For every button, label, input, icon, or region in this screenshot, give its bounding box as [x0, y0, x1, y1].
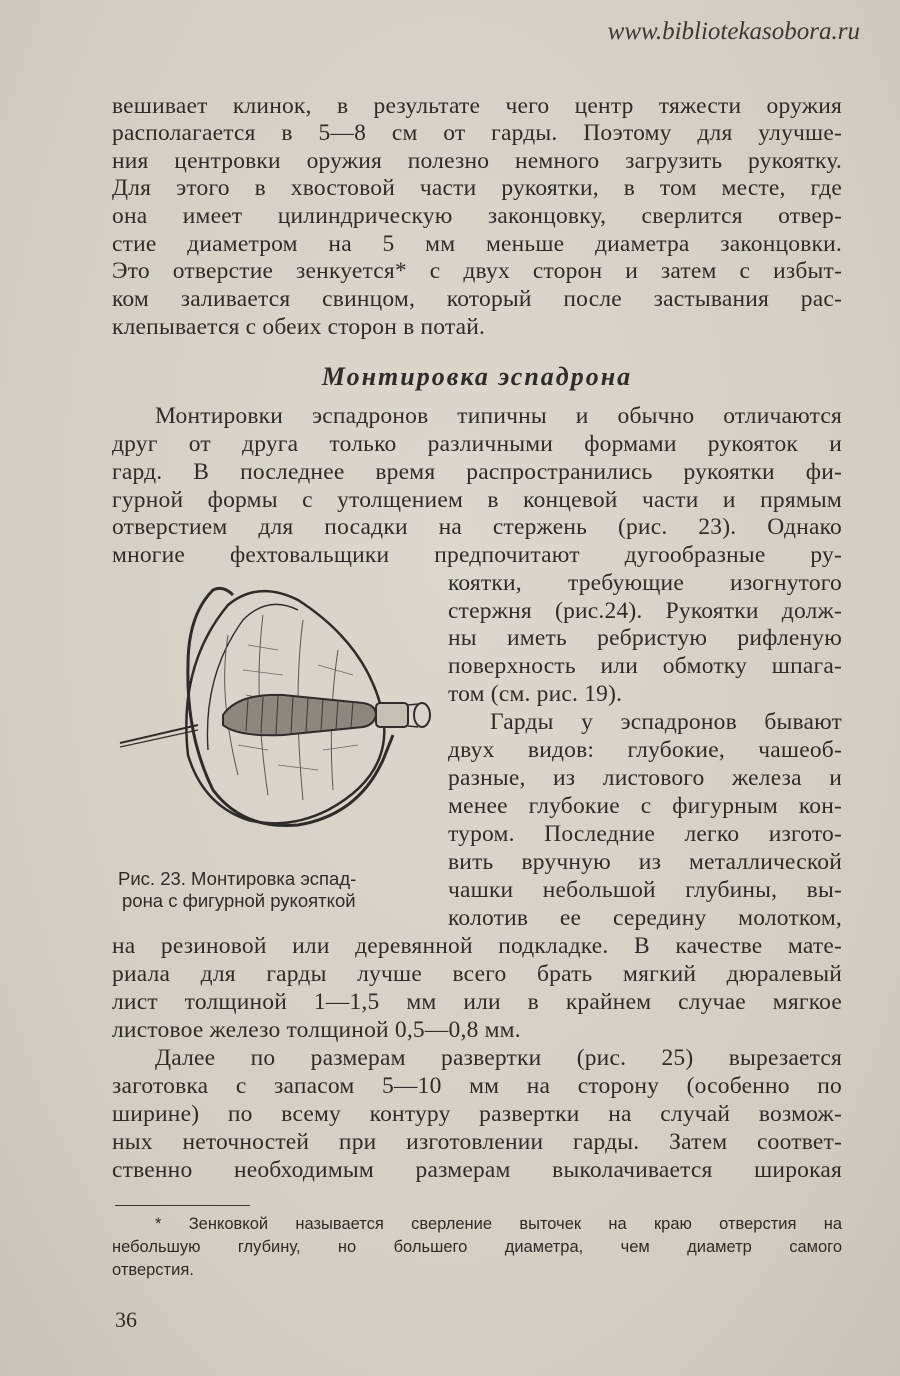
text-line: колотив ее середину молотком, — [448, 905, 842, 931]
text-line: друг от друга только различными формами рукояток и — [112, 431, 842, 457]
text-line: Далее по размерам развертки (рис. 25) вырезается — [155, 1045, 842, 1071]
text-line: ширине) по всему контуру развертки на случай возмож- — [112, 1101, 842, 1127]
caption-line: Рис. 23. Монтировка эспад- — [118, 868, 357, 889]
watermark-url: www.bibliotekasobora.ru — [607, 18, 860, 45]
text-line: чашки небольшой глубины, вы- — [448, 877, 842, 903]
text-line: коятки, требующие изогнутого — [448, 570, 842, 596]
text-line: Гарды у эспадронов бывают — [490, 709, 842, 735]
text-line: располагается в 5—8 см от гарды. Поэтому для улучше- — [112, 120, 842, 146]
espadron-figure — [118, 575, 438, 845]
text-line: ния центровки оружия полезно немного загрузить рукоятку. — [112, 148, 842, 174]
text-line: стержня (рис.24). Рукоятки долж- — [448, 598, 842, 624]
text-line: ных неточностей при изготовлении гарды. Затем соответ- — [112, 1129, 842, 1155]
text-line: многие фехтовальщики предпочитают дугообразные ру- — [112, 542, 842, 568]
section-heading: Монтировка эспадрона — [321, 362, 633, 391]
text-line: ком заливается свинцом, который после застывания рас- — [112, 286, 842, 312]
figure-caption — [118, 868, 418, 912]
footnote-line: отверстия. — [112, 1261, 194, 1279]
text-line: Это отверстие зенкуется* с двух сторон и затем с избыт- — [112, 258, 842, 284]
text-line: туром. Последние легко изгото- — [448, 821, 842, 847]
text-line: листовое железо толщиной 0,5—0,8 мм. — [112, 1017, 521, 1043]
text-line: разные, из листового железа и — [448, 765, 842, 791]
text-line: риала для гарды лучше всего брать мягкий дюралевый — [112, 961, 842, 987]
text-line: она имеет цилиндрическую законцовку, сверлится отвер- — [112, 203, 842, 229]
text-line: том (см. рис. 19). — [448, 681, 623, 707]
text-line: вить вручную из металлической — [448, 849, 842, 875]
text-line: стие диаметром на 5 мм меньше диаметра законцовки. — [112, 231, 842, 257]
text-line: ны иметь ребристую рифленую — [448, 625, 842, 651]
text-line: на резиновой или деревянной подкладке. В качестве мате- — [112, 933, 842, 959]
text-line: гард. В последнее время распространились рукоятки фи- — [112, 459, 842, 485]
text-line: поверхность или обмотку шпага- — [448, 653, 842, 679]
caption-line: рона с фигурной рукояткой — [122, 890, 356, 911]
text-line: лист толщиной 1—1,5 мм или в крайнем случае мягкое — [112, 989, 842, 1015]
footnote-line: * Зенковкой называется сверление выточек на краю отверстия на — [155, 1215, 842, 1233]
page-number: 36 — [115, 1307, 137, 1332]
text-line: заготовка с запасом 5—10 мм на сторону (особенно по — [112, 1073, 842, 1099]
text-line: клепывается с обеих сторон в потай. — [112, 314, 486, 340]
text-line: ственно необходимым размерам выколачивается широкая — [112, 1157, 842, 1183]
footnote-line: небольшую глубину, но большего диаметра, чем диаметр самого — [112, 1238, 842, 1256]
footnote-divider — [115, 1205, 250, 1206]
text-line: гурной формы с утолщением в концевой части и прямым — [112, 487, 842, 513]
text-line: вешивает клинок, в результате чего центр тяжести оружия — [112, 93, 842, 119]
text-line: Для этого в хвостовой части рукоятки, в том месте, где — [112, 175, 842, 201]
text-line: Монтировки эспадронов типичны и обычно отличаются — [155, 403, 842, 429]
text-line: отверстием для посадки на стержень (рис. 23). Однако — [112, 514, 842, 540]
text-line: двух видов: глубокие, чашеоб- — [448, 737, 842, 763]
text-line: менее глубокие с фигурным кон- — [448, 793, 842, 819]
